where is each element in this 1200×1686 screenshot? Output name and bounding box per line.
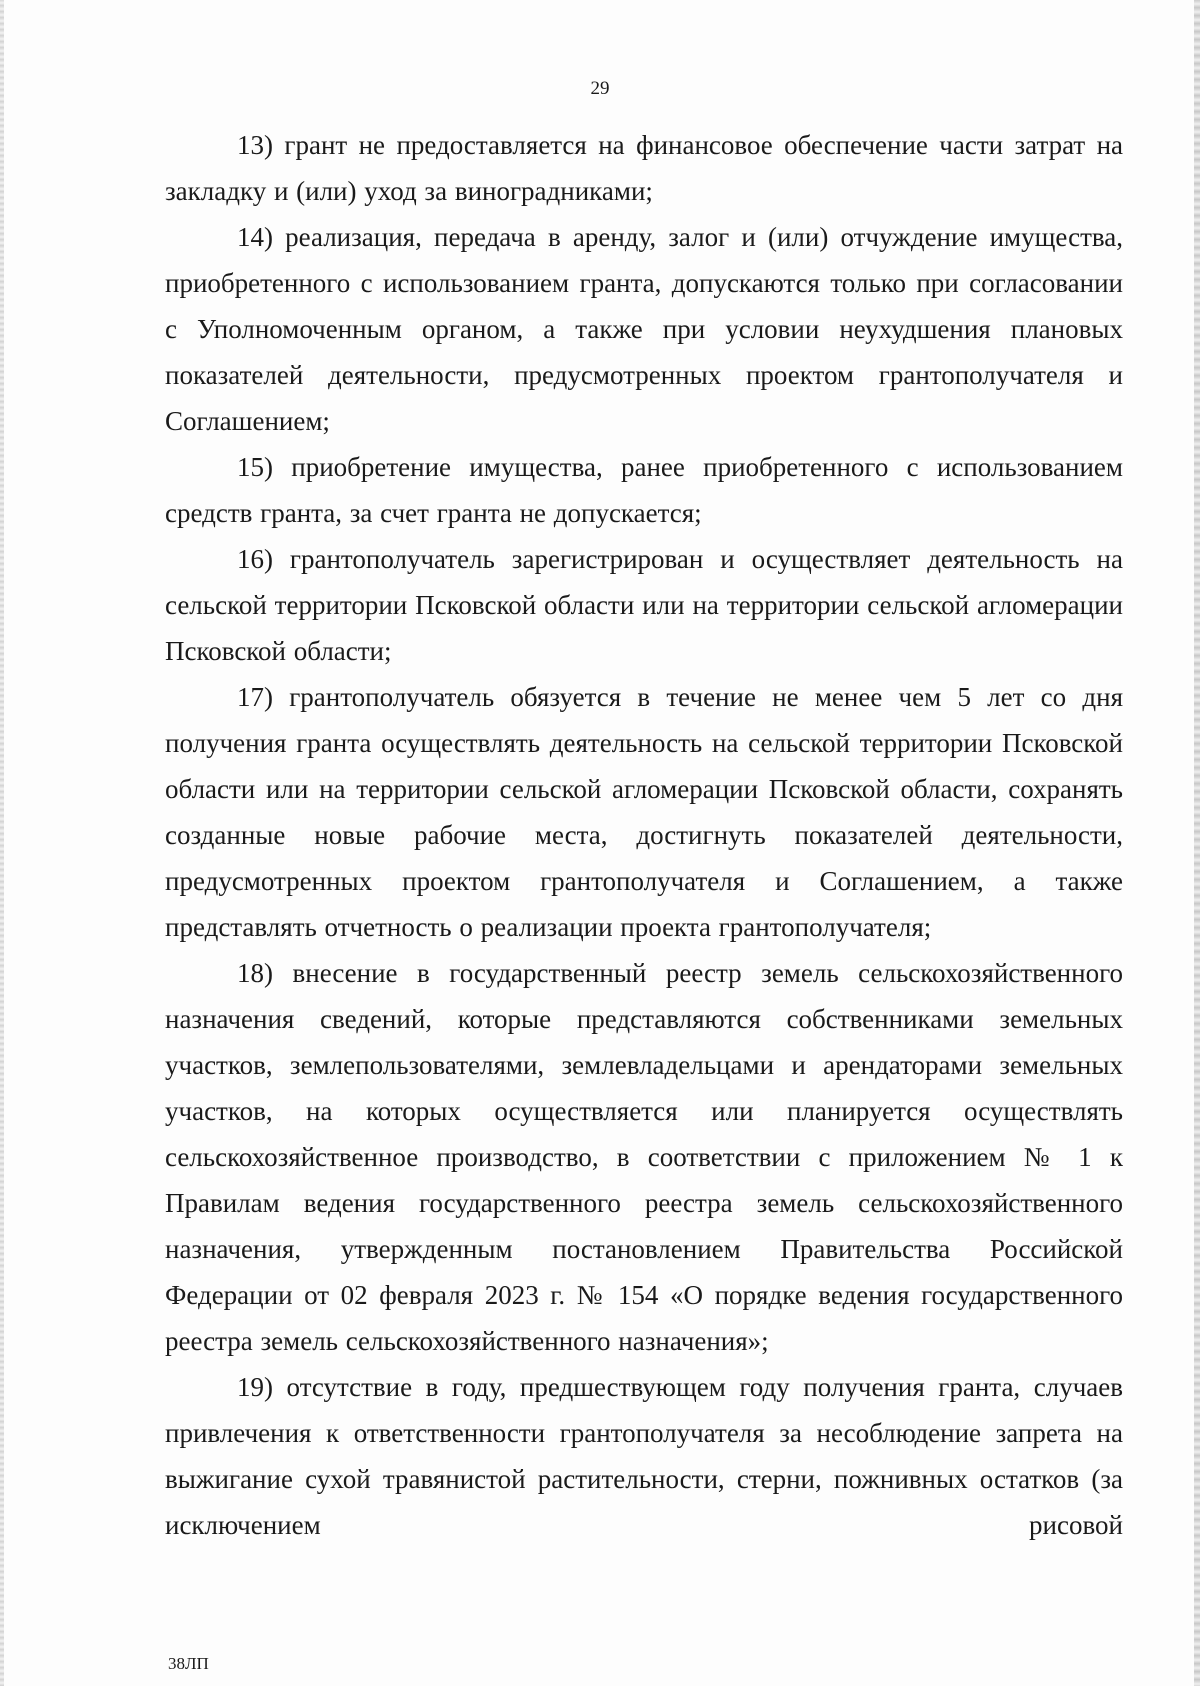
paragraph-15: 15) приобретение имущества, ранее приобретенного с использованием средств гранта, за счет гранта не допускается;	[165, 452, 1123, 528]
paragraph-16: 16) грантополучатель зарегистрирован и осуществляет деятельность на сельской территории Псковской области или на территории сельской агломерации Псковской области;	[165, 544, 1123, 666]
footer-code: 38ЛП	[168, 1654, 209, 1673]
scan-edge-left	[0, 0, 4, 1686]
page-number: 29	[590, 78, 610, 99]
body-text	[165, 122, 1123, 1548]
paragraph-19: 19) отсутствие в году, предшествующем году получения гранта, случаев привлечения к ответственности грантополучателя за несоблюдение запрета на выжигание сухой травянистой растительности, стерни, пожнивных остатков (за исключением рисовой	[165, 1372, 1123, 1540]
paragraph-14: 14) реализация, передача в аренду, залог и (или) отчуждение имущества, приобретенного с использованием гранта, допускаются только при согласовании с Уполномоченным органом, а также при условии неухудшения плановых показателей деятельности, предусмотренных проектом грантополучателя и Соглашением;	[165, 222, 1123, 436]
paragraph-17: 17) грантополучатель обязуется в течение не менее чем 5 лет со дня получения гранта осуществлять деятельность на сельской территории Псковской области или на территории сельской агломерации Псковской области, сохранять созданные новые рабочие места, достигнуть показателей деятельности, предусмотренных проектом грантополучателя и Соглашением, а также представлять отчетность о реализации проекта грантополучателя;	[165, 682, 1123, 942]
paragraph-18: 18) внесение в государственный реестр земель сельскохозяйственного назначения сведений, которые представляются собственниками земельных участков, землепользователями, землевладельцами и арендаторами земельных участков, на которых осуществляется или планируется осуществлять сельскохозяйственное производство, в соответствии с приложением № 1 к Правилам ведения государственного реестра земель сельскохозяйственного назначения, утвержденным постановлением Правительства Российской Федерации от 02 февраля 2023 г. № 154 «О порядке ведения государственного реестра земель сельскохозяйственного назначения»;	[165, 958, 1123, 1356]
scan-edge-right	[1194, 0, 1200, 1686]
paragraph-13: 13) грант не предоставляется на финансовое обеспечение части затрат на закладку и (или) уход за виноградниками;	[165, 130, 1123, 206]
